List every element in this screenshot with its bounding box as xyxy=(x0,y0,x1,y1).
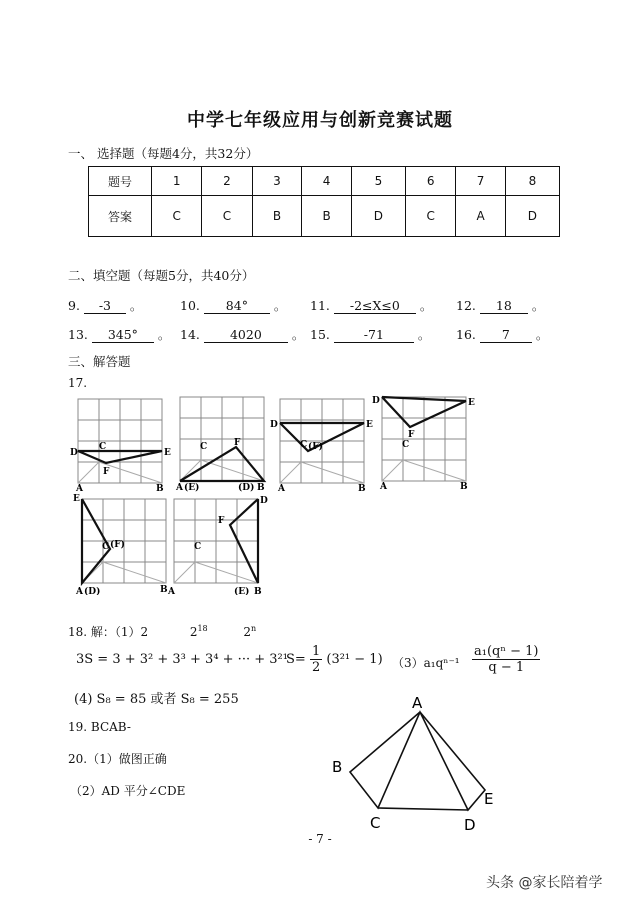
fill-answer: -3 xyxy=(84,298,126,314)
fill-item-12 xyxy=(456,296,544,314)
fill-period: 。 xyxy=(129,298,143,313)
table-row-numbers xyxy=(89,167,560,196)
answer-table xyxy=(88,166,560,237)
q18-line1-prefix: 18. 解：（1）2 xyxy=(68,625,149,639)
fig-label-e: E xyxy=(484,790,494,808)
label-pe: (E) xyxy=(234,587,250,595)
label-d: D xyxy=(70,448,78,458)
q18-line-4: (4) S₈ = 85 或者 S₈ = 255 xyxy=(74,692,239,707)
label-d: D xyxy=(372,396,380,406)
q18-paren: (3²¹ − 1) xyxy=(326,652,383,667)
label-b: B xyxy=(254,587,262,595)
table-cell: 3 xyxy=(252,167,302,196)
fig-label-a: A xyxy=(412,694,423,712)
fill-answer: 345° xyxy=(92,327,154,343)
fill-number: 16. xyxy=(456,327,476,342)
table-cell: 8 xyxy=(505,167,559,196)
fill-answer: -2≤X≤0 xyxy=(334,298,416,314)
fill-period: 。 xyxy=(417,327,431,342)
q18-line1-b-exp: n xyxy=(250,624,257,633)
table-cell: 2 xyxy=(202,167,252,196)
label-pd: (D) xyxy=(84,587,101,595)
label-a: A xyxy=(168,587,175,595)
q18-frac3-num: a₁(qⁿ − 1) xyxy=(474,644,539,659)
table-cell: C xyxy=(405,196,455,237)
table-cell: B xyxy=(252,196,302,237)
fill-number: 14. xyxy=(180,327,200,342)
label-c: C xyxy=(102,542,110,552)
q18-half-num: 1 xyxy=(311,644,321,659)
q18-frac3-den: q − 1 xyxy=(488,660,525,675)
q17-figure-3 xyxy=(270,399,373,494)
table-cell: B xyxy=(302,196,352,237)
q20-line-1: 20.（1）做图正确 xyxy=(68,752,167,766)
table-cell: 4 xyxy=(302,167,352,196)
fill-period: 。 xyxy=(419,298,433,313)
q18-half-den: 2 xyxy=(311,660,321,675)
fill-answer: 84° xyxy=(204,298,270,314)
q17-figure-1 xyxy=(70,399,171,494)
watermark: 头条 @家长陪着学 xyxy=(486,875,603,891)
fill-item-16 xyxy=(456,325,548,343)
label-d: D xyxy=(270,420,278,430)
fill-period: 。 xyxy=(535,327,549,342)
label-e: E xyxy=(366,420,373,430)
fill-item-9 xyxy=(68,296,142,314)
q17-figure-4 xyxy=(372,396,475,492)
label-b: B xyxy=(156,484,164,494)
q17-figures xyxy=(60,385,490,595)
fill-item-10 xyxy=(180,296,286,314)
label-c: C xyxy=(200,442,208,452)
table-row-answers xyxy=(89,196,560,237)
label-pe: (E) xyxy=(184,483,200,493)
q18-line-2-left xyxy=(76,652,288,667)
table-cell: C xyxy=(202,196,252,237)
label-f: F xyxy=(234,438,241,448)
table-header-label: 题号 xyxy=(89,167,152,196)
fill-period: 。 xyxy=(531,298,545,313)
q18-half-fraction xyxy=(310,644,322,675)
q18-line-2-sum xyxy=(286,644,383,675)
table-cell: D xyxy=(505,196,559,237)
label-d: D xyxy=(260,496,268,506)
q17-figure-2 xyxy=(175,397,265,493)
q18-part-3-fraction xyxy=(472,644,540,675)
page-title: 中学七年级应用与创新竞赛试题 xyxy=(187,110,453,131)
table-answer-label: 答案 xyxy=(89,196,152,237)
label-f: F xyxy=(103,467,110,477)
fill-period: 。 xyxy=(157,327,171,342)
q18-line-1 xyxy=(68,623,256,640)
label-a: A xyxy=(76,484,83,494)
fill-answer: 18 xyxy=(480,298,528,314)
fill-item-14 xyxy=(180,325,304,343)
table-cell: 5 xyxy=(351,167,405,196)
label-c: C xyxy=(194,542,202,552)
label-a: A xyxy=(380,482,387,492)
label-f: F xyxy=(408,430,415,440)
label-c: C xyxy=(300,440,308,450)
label-pf: (F) xyxy=(110,540,125,550)
fill-item-13 xyxy=(68,325,170,343)
label-e: E xyxy=(468,398,475,408)
label-b: B xyxy=(257,483,265,493)
label-c: C xyxy=(402,440,410,450)
fill-number: 9. xyxy=(68,298,80,313)
q20-figure xyxy=(320,690,520,840)
fill-item-11 xyxy=(310,296,432,314)
table-cell: 6 xyxy=(405,167,455,196)
fill-item-15 xyxy=(310,325,430,343)
label-a: A xyxy=(278,484,285,494)
q18-line1-a-exp: 18 xyxy=(197,624,208,633)
q18-line1-a: 2 xyxy=(189,625,198,639)
fill-number: 15. xyxy=(310,327,330,342)
q18-part-3: （3）a₁qⁿ⁻¹ xyxy=(392,656,460,670)
label-c: C xyxy=(99,442,107,452)
fig-label-d: D xyxy=(464,816,476,834)
label-b: B xyxy=(460,482,468,492)
fill-answer: 4020 xyxy=(204,327,288,343)
question-17-label: 17. xyxy=(68,376,88,390)
table-cell: 1 xyxy=(152,167,202,196)
label-pd: (D) xyxy=(238,483,255,493)
fill-number: 11. xyxy=(310,298,330,313)
fill-period: 。 xyxy=(291,327,305,342)
section-2-heading: 二、填空题（每题5分，共40分） xyxy=(68,268,255,283)
label-a: A xyxy=(176,483,183,493)
table-cell: C xyxy=(152,196,202,237)
q18-s-equals: S= xyxy=(286,652,306,667)
fig-label-c: C xyxy=(370,814,381,832)
q18-series: 3S = 3 + 3² + 3³ + 3⁴ + ··· + 3²¹ xyxy=(76,652,288,667)
label-b: B xyxy=(358,484,366,494)
fig-label-b: B xyxy=(332,758,343,776)
q18-line1-b: 2 xyxy=(243,625,251,639)
fill-number: 10. xyxy=(180,298,200,313)
fill-answer: 7 xyxy=(480,327,532,343)
fill-number: 13. xyxy=(68,327,88,342)
q17-figure-6 xyxy=(167,496,268,595)
page-number: - 7 - xyxy=(308,832,332,846)
q17-figure-5 xyxy=(73,494,168,595)
section-3-heading: 三、解答题 xyxy=(68,354,131,369)
section-1-heading: 一、 选择题（每题4分，共32分） xyxy=(68,146,259,161)
label-f: F xyxy=(218,516,225,526)
table-cell: A xyxy=(456,196,506,237)
label-e: E xyxy=(164,448,171,458)
q20-line-2: （2）AD 平分∠CDE xyxy=(70,784,186,798)
fill-answer: -71 xyxy=(334,327,414,343)
fill-period: 。 xyxy=(273,298,287,313)
q19-answer: 19. BCAB- xyxy=(68,720,131,734)
table-cell: D xyxy=(351,196,405,237)
label-a: A xyxy=(76,587,83,595)
label-pf: (F) xyxy=(308,442,323,452)
label-b: B xyxy=(160,585,168,595)
table-cell: 7 xyxy=(456,167,506,196)
label-e: E xyxy=(73,494,80,504)
fill-number: 12. xyxy=(456,298,476,313)
